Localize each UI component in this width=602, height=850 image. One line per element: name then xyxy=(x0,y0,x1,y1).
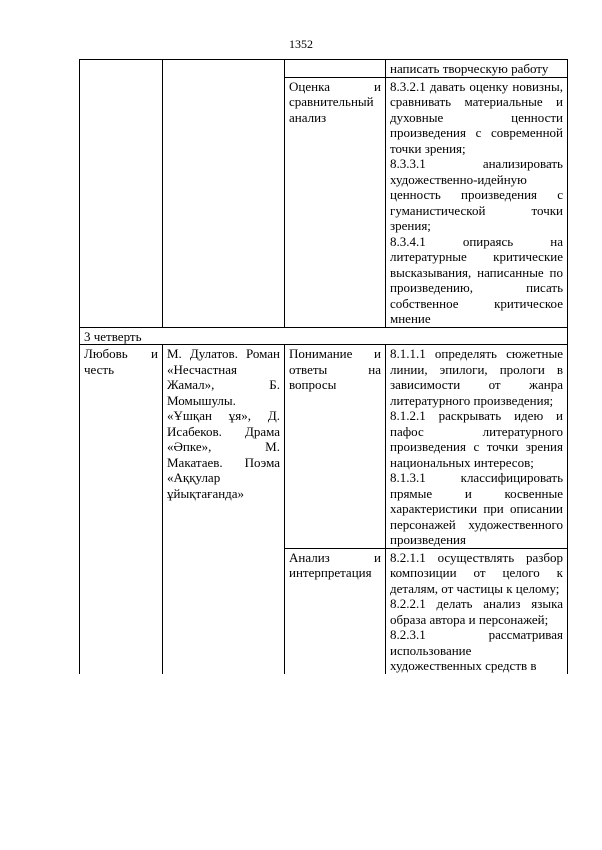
objective-item: 8.2.1.1 осуществлять разбор композиции от целого к деталям, от частицы к целому; xyxy=(390,549,563,596)
objective-item: 8.2.2.1 делать анализ языка образа автора и персонажей; xyxy=(390,596,563,627)
theme-cell: Любовь и честь xyxy=(80,345,163,674)
objectives-cell xyxy=(386,77,568,327)
quarter-label: 3 четверть xyxy=(80,327,568,345)
curriculum-table xyxy=(79,59,568,674)
objective-item: 8.1.3.1 классифицировать прямые и косвенные характеристики при описании персонажей художественного произведения xyxy=(390,470,563,547)
objective-item: 8.3.4.1 опираясь на литературные критические высказывания, написанные по произведению, писать собственное критическое мнение xyxy=(390,233,563,326)
section-cell-empty xyxy=(285,60,386,78)
table-row xyxy=(80,345,568,549)
quarter-row xyxy=(80,327,568,345)
objective-text: написать творческую работу xyxy=(390,61,549,76)
section-title: Анализ и интерпретация xyxy=(285,548,386,674)
objective-item: 8.1.2.1 раскрывать идею и пафос литературного произведения с точки зрения национальных интересов; xyxy=(390,408,563,470)
theme-cell-empty xyxy=(80,60,163,328)
objective-item: 8.3.3.1 анализировать художественно-идейную ценность произведения с гуманистической точки зрения; xyxy=(390,156,563,233)
objective-item: 8.2.3.1 рассматривая использование художественных средств в xyxy=(390,627,563,673)
objective-item: 8.3.2.1 давать оценку новизны, сравнивать материальные и духовные ценности произведения с современной точки зрения; xyxy=(390,78,563,156)
section-title: Понимание и ответы на вопросы xyxy=(285,345,386,549)
objective-item: 8.1.1.1 определять сюжетные линии, эпилоги, прологи в зависимости от жанра литературного произведения; xyxy=(390,346,563,408)
section-title: Оценка и сравнительный анализ xyxy=(285,77,386,327)
page-number: 1352 xyxy=(289,37,313,51)
table-row xyxy=(80,60,568,78)
objectives-cell xyxy=(386,345,568,549)
works-cell-empty xyxy=(163,60,285,328)
objectives-cell xyxy=(386,548,568,674)
objectives-cell xyxy=(386,60,568,78)
works-cell: М. Дулатов. Роман «Несчастная Жамал», Б. Момышулы. «Ұшқан ұя», Д. Исабеков. Драма «Әпке», М. Макатаев. Поэма «Аққулар ұйықтағанда» xyxy=(163,345,285,674)
